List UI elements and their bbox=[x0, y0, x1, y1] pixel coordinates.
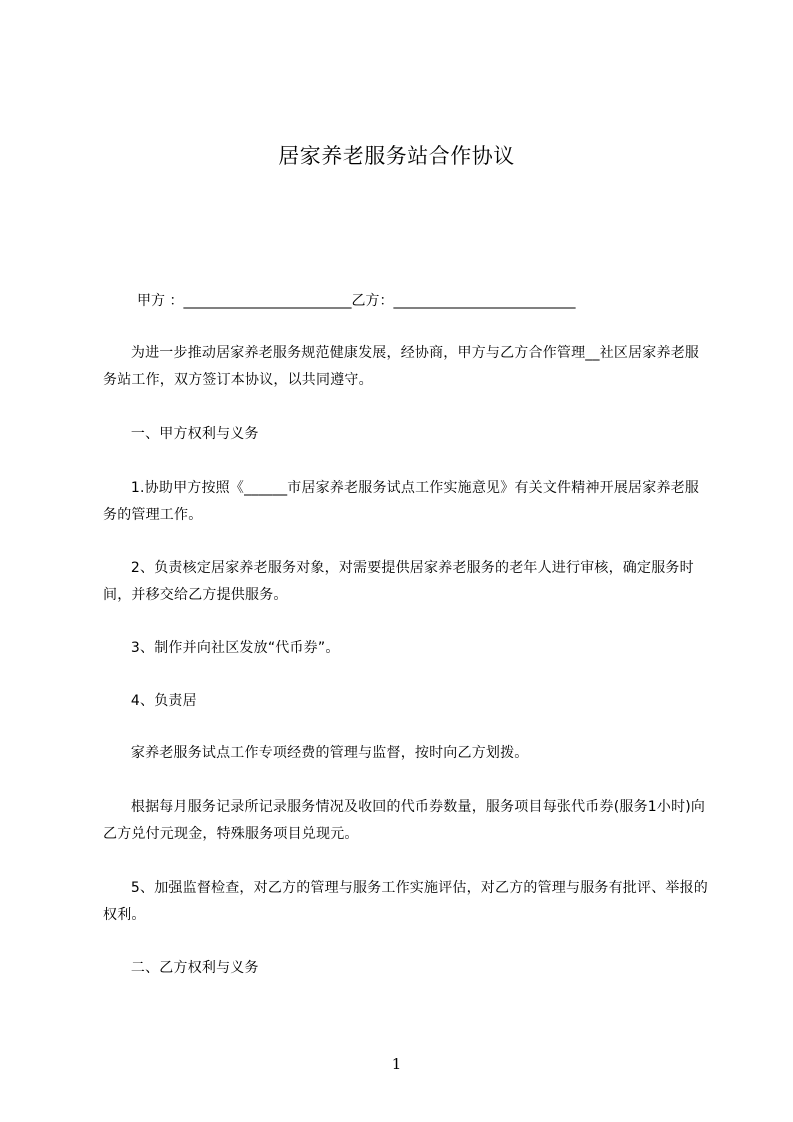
clause-2: 2、负责核定居家养老服务对象，对需要提供居家养老服务的老年人进行审核，确定服务时间，并移交给乙方提供服务。 bbox=[103, 560, 694, 603]
clause-3: 3、制作并向社区发放“代币券”。 bbox=[103, 640, 340, 656]
page-number: 1 bbox=[391, 1055, 402, 1073]
document-title: 居家养老服务站合作协议 bbox=[278, 144, 515, 168]
clause-4-continued: 家养老服务试点工作专项经费的管理与监督，按时向乙方划拨。 bbox=[103, 745, 529, 761]
section-heading-party-b: 二、乙方权利与义务 bbox=[103, 960, 259, 976]
payment-paragraph: 根据每月服务记录所记录服务情况及收回的代币券数量，服务项目每张代币券(服务1小时)向乙方兑付元现金，特殊服务项目兑现元。 bbox=[103, 799, 706, 842]
clause-5: 5、加强监督检查，对乙方的管理与服务工作实施评估，对乙方的管理与服务有批评、举报的权利。 bbox=[103, 880, 709, 923]
clause-1: 1.协助甲方按照《______市居家养老服务试点工作实施意见》有关文件精神开展居家养老服务的管理工作。 bbox=[103, 480, 700, 523]
clause-4: 4、负责居 bbox=[103, 693, 197, 709]
parties-line: 甲方 ：________________________乙方：__________________________ bbox=[137, 293, 576, 309]
section-heading-party-a: 一、甲方权利与义务 bbox=[103, 426, 259, 442]
intro-paragraph: 为进一步推动居家养老服务规范健康发展，经协商，甲方与乙方合作管理__社区居家养老服务站工作，双方签订本协议，以共同遵守。 bbox=[103, 345, 700, 388]
